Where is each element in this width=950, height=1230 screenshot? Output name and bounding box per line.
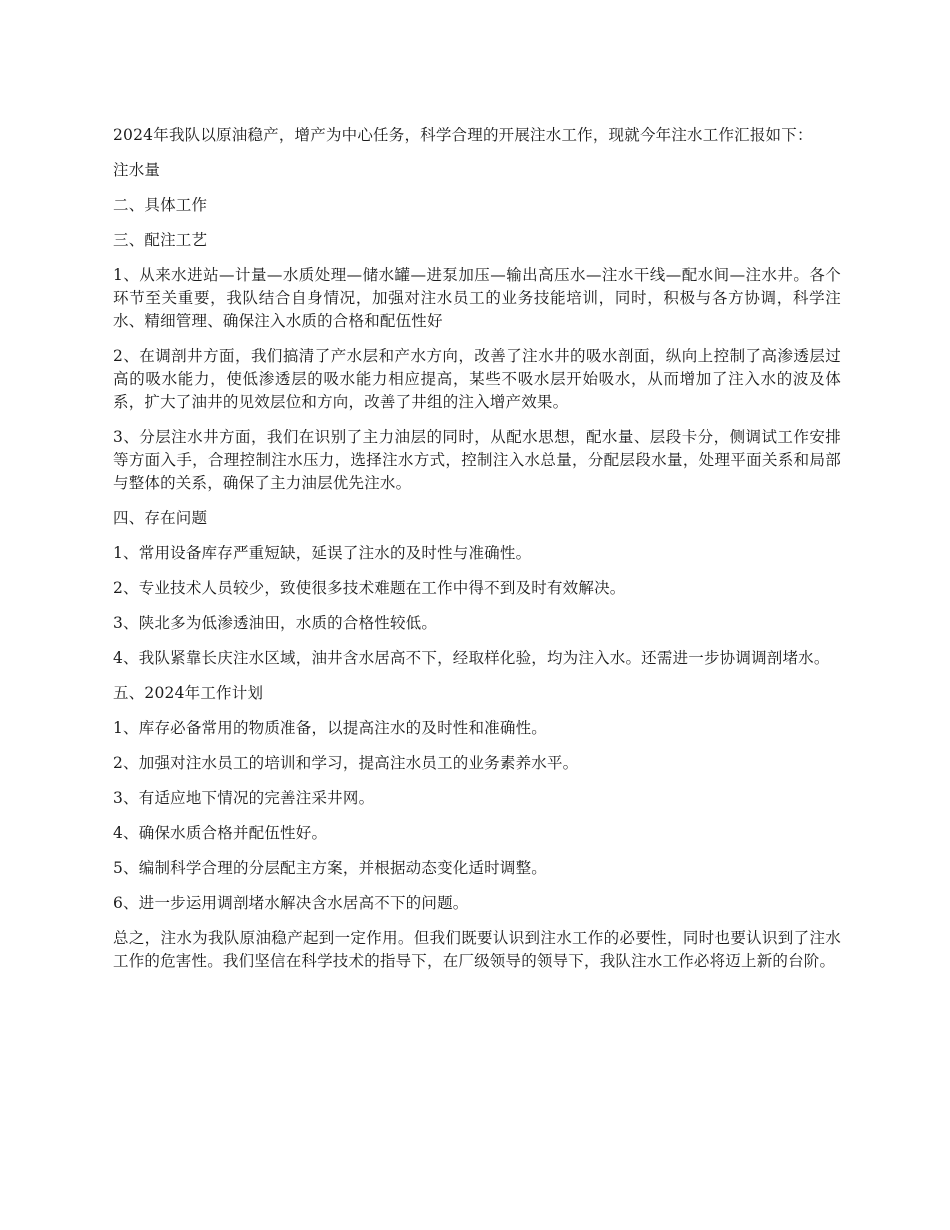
process-item-1: 1、从来水进站—计量—水质处理—储水罐—进泵加压—输出高压水—注水干线—配水间—注水井。各个环节至关重要，我队结合自身情况，加强对注水员工的业务技能培训，同时，积极与各方协调，科学注水、精细管理、确保注入水质的合格和配伍性好 bbox=[113, 266, 841, 330]
plan-item-3: 3、有适应地下情况的完善注采井网。 bbox=[113, 789, 375, 807]
plan-item-2: 2、加强对注水员工的培训和学习，提高注水员工的业务素养水平。 bbox=[113, 754, 579, 772]
plan-item-5: 5、编制科学合理的分层配主方案，并根据动态变化适时调整。 bbox=[113, 859, 547, 877]
heading-existing-problems: 四、存在问题 bbox=[113, 509, 208, 527]
problem-item-3: 3、陕北多为低渗透油田，水质的合格性较低。 bbox=[113, 614, 438, 632]
heading-specific-work: 二、具体工作 bbox=[113, 196, 208, 214]
heading-injection-volume: 注水量 bbox=[113, 161, 161, 179]
heading-work-plan: 五、2024年工作计划 bbox=[113, 684, 264, 702]
problem-item-1: 1、常用设备库存严重短缺，延误了注水的及时性与准确性。 bbox=[113, 544, 532, 562]
document-body bbox=[113, 124, 841, 985]
intro-paragraph: 2024年我队以原油稳产，增产为中心任务，科学合理的开展注水工作，现就今年注水工作汇报如下： bbox=[113, 126, 813, 144]
problem-item-2: 2、专业技术人员较少，致使很多技术难题在工作中得不到及时有效解决。 bbox=[113, 579, 626, 597]
conclusion-paragraph: 总之，注水为我队原油稳产起到一定作用。但我们既要认识到注水工作的必要性，同时也要认识到了注水工作的危害性。我们坚信在科学技术的指导下，在厂级领导的领导下，我队注水工作必将迈上新的台阶。 bbox=[113, 929, 841, 970]
plan-item-4: 4、确保水质合格并配伍性好。 bbox=[113, 824, 328, 842]
problem-item-4: 4、我队紧靠长庆注水区域，油井含水居高不下，经取样化验，均为注入水。还需进一步协调调剖堵水。 bbox=[113, 649, 830, 667]
heading-injection-process: 三、配注工艺 bbox=[113, 231, 208, 249]
plan-item-1: 1、库存必备常用的物质准备，以提高注水的及时性和准确性。 bbox=[113, 719, 547, 737]
plan-item-6: 6、进一步运用调剖堵水解决含水居高不下的问题。 bbox=[113, 894, 469, 912]
process-item-3: 3、分层注水井方面，我们在识别了主力油层的同时，从配水思想，配水量、层段卡分，侧调试工作安排等方面入手，合理控制注水压力，选择注水方式，控制注入水总量，分配层段水量，处理平面关系和局部与整体的关系，确保了主力油层优先注水。 bbox=[113, 428, 841, 492]
process-item-2: 2、在调剖井方面，我们搞清了产水层和产水方向，改善了注水井的吸水剖面，纵向上控制了高渗透层过高的吸水能力，使低渗透层的吸水能力相应提高，某些不吸水层开始吸水，从而增加了注入水的波及体系，扩大了油井的见效层位和方向，改善了井组的注入增产效果。 bbox=[113, 347, 841, 411]
